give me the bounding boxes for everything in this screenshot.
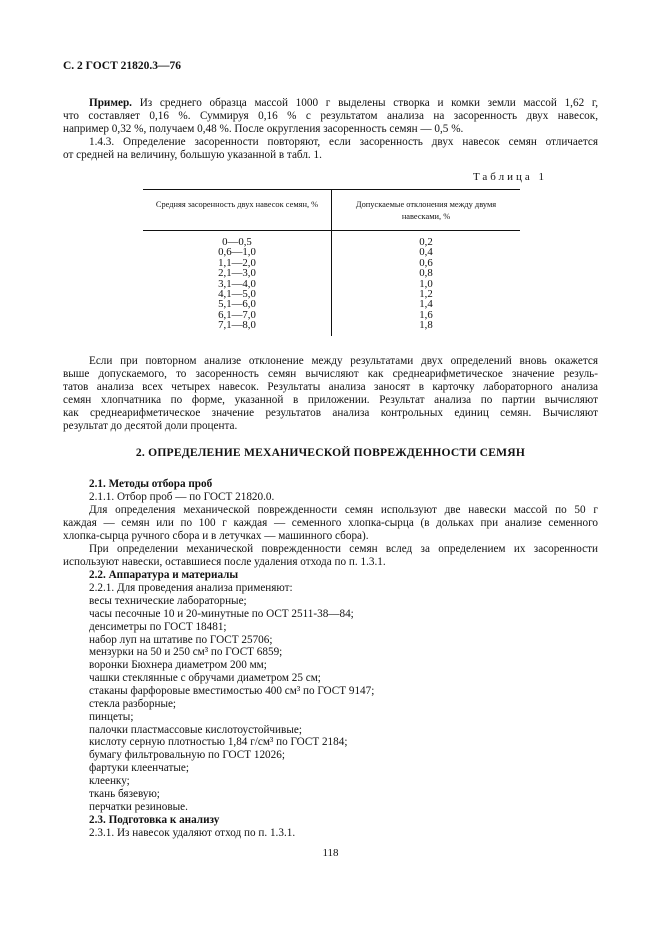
equipment-item: набор луп на штативе по ГОСТ 25706; (89, 633, 273, 646)
table-col2-header: Допускаемые отклонения между двумя навесками, % (355, 200, 497, 221)
table-cell: 0,6 (419, 256, 433, 269)
equipment-item: пинцеты; (89, 710, 134, 723)
after-table-line-6: результат до десятой доли процента. (63, 420, 238, 432)
table-title: Таблица 1 (472, 171, 547, 183)
example-label: Пример. (89, 97, 132, 109)
s2-1-p1-line-1: Для определения механической поврежденности семян используют две навески массой по 50 г (89, 504, 598, 516)
table-cell: 3,1—4,0 (218, 277, 256, 290)
table-cell: 1,6 (419, 308, 433, 321)
s2-1-p2-line-1: При определении механической поврежденности семян вслед за определением их засоренности (89, 543, 598, 555)
table-cell: 0,2 (419, 236, 433, 248)
clause-1-4-3-line-2: от средней на величину, большую указанной в табл. 1. (63, 149, 322, 161)
equipment-item: палочки пластмассовые кислотоустойчивые; (89, 723, 302, 736)
table-cell: 5,1—6,0 (218, 298, 256, 311)
equipment-item: перчатки резиновые. (89, 800, 188, 813)
example-line-1 (89, 97, 598, 110)
equipment-item: ткань бязевую; (89, 787, 160, 800)
page-number: 118 (322, 847, 339, 859)
table-col1-values (150, 237, 324, 331)
after-table-line-5: как среднеарифметическое значение результатов анализа контрольных единиц семян. Вычисляют (63, 407, 598, 419)
page-header: С. 2 ГОСТ 21820.3—76 (63, 60, 182, 72)
after-table-line-4: семян хлопчатника по форме, указанной в приложении. Результат анализа по партии вычисляют (63, 394, 598, 406)
table-cell: 1,8 (419, 319, 433, 332)
equipment-item: фартуки клеенчатые; (89, 762, 189, 775)
table-col2-values (338, 237, 514, 331)
after-table-line-1: Если при повторном анализе отклонение между результатами двух определений вновь окажется (89, 355, 598, 367)
clause-1-4-3-line-1: 1.4.3. Определение засоренности повторяют, если засоренность двух навесок семян отличается (89, 136, 598, 148)
s2-2-heading: 2.2. Аппаратура и материалы (89, 569, 239, 581)
table-cell: 1,2 (419, 288, 433, 301)
table-cell: 1,0 (419, 277, 433, 290)
equipment-item: мензурки на 50 и 250 см³ по ГОСТ 6859; (89, 646, 283, 659)
after-table-line-2: выше допускаемого, то засоренность семян вычисляют как среднеарифметическое значение резуль- (63, 368, 598, 380)
example-line-1-text: Из среднего образца массой 1000 г выделены створка и комки земли массой 1,62 г, (139, 97, 598, 109)
example-line-2: что составляет 0,16 %. Суммируя 0,16 % с результатом анализа на засоренность двух навесок, (63, 110, 598, 122)
table-cell: 0—0,5 (222, 236, 252, 248)
table-header-rule (143, 230, 520, 231)
s2-1-1: 2.1.1. Отбор проб — по ГОСТ 21820.0. (89, 491, 275, 503)
equipment-item: воронки Бюхнера диаметром 200 мм; (89, 659, 267, 672)
s2-1-p1-line-3: хлопка-сырца ручного сбора и в летучках — машинного сбора). (63, 530, 369, 542)
table-cell: 0,8 (419, 267, 433, 280)
equipment-item: бумагу фильтровальную по ГОСТ 12026; (89, 749, 285, 762)
s2-3-heading: 2.3. Подготовка к анализу (89, 814, 220, 826)
after-table-line-3: татов анализа всех четырех навесок. Результаты анализа заносят в карточку лабораторного анализа (63, 381, 598, 393)
equipment-item: часы песочные 10 и 20-минутные по ОСТ 2511-38—84; (89, 607, 354, 620)
table-cell: 1,1—2,0 (218, 256, 256, 269)
table-cell: 7,1—8,0 (218, 319, 256, 332)
s2-2-1: 2.2.1. Для проведения анализа применяют: (89, 582, 293, 594)
equipment-item: весы технические лабораторные; (89, 595, 247, 607)
table-cell: 0,4 (419, 246, 433, 259)
section-2-title: 2. ОПРЕДЕЛЕНИЕ МЕХАНИЧЕСКОЙ ПОВРЕЖДЕННОСТИ СЕМЯН (135, 446, 526, 459)
example-line-3: например 0,32 %, получаем 0,48 %. После округления засоренность семян — 0,5 %. (63, 123, 464, 135)
equipment-item: стекла разборные; (89, 697, 177, 710)
s2-1-p1-line-2: каждая — семян или по 100 г каждая — семенного хлопка-сырца (в дольках при анализе семенного (63, 517, 598, 529)
table-cell: 6,1—7,0 (218, 308, 256, 321)
table-cell: 1,4 (419, 298, 433, 311)
table-cell: 4,1—5,0 (218, 288, 256, 301)
equipment-item: кислоту серную плотностью 1,84 г/см³ по ГОСТ 2184; (89, 736, 348, 749)
equipment-item: денсиметры по ГОСТ 18481; (89, 620, 227, 633)
s2-1-heading: 2.1. Методы отбора проб (89, 478, 213, 490)
equipment-item: чашки стеклянные с обручами диаметром 25 см; (89, 672, 321, 685)
equipment-item: клеенку; (89, 774, 130, 787)
table-cell: 2,1—3,0 (218, 267, 256, 280)
table-cell: 0,6—1,0 (218, 246, 256, 259)
table-col1-header: Средняя засоренность двух навесок семян, % (155, 200, 319, 209)
equipment-item: стаканы фарфоровые вместимостью 400 см³ по ГОСТ 9147; (89, 684, 375, 697)
table-column-divider (331, 189, 332, 336)
s2-1-p2-line-2: используют навески, оставшиеся после удаления отхода по п. 1.3.1. (63, 556, 386, 568)
s2-3-1: 2.3.1. Из навесок удаляют отход по п. 1.3.1. (89, 827, 296, 839)
